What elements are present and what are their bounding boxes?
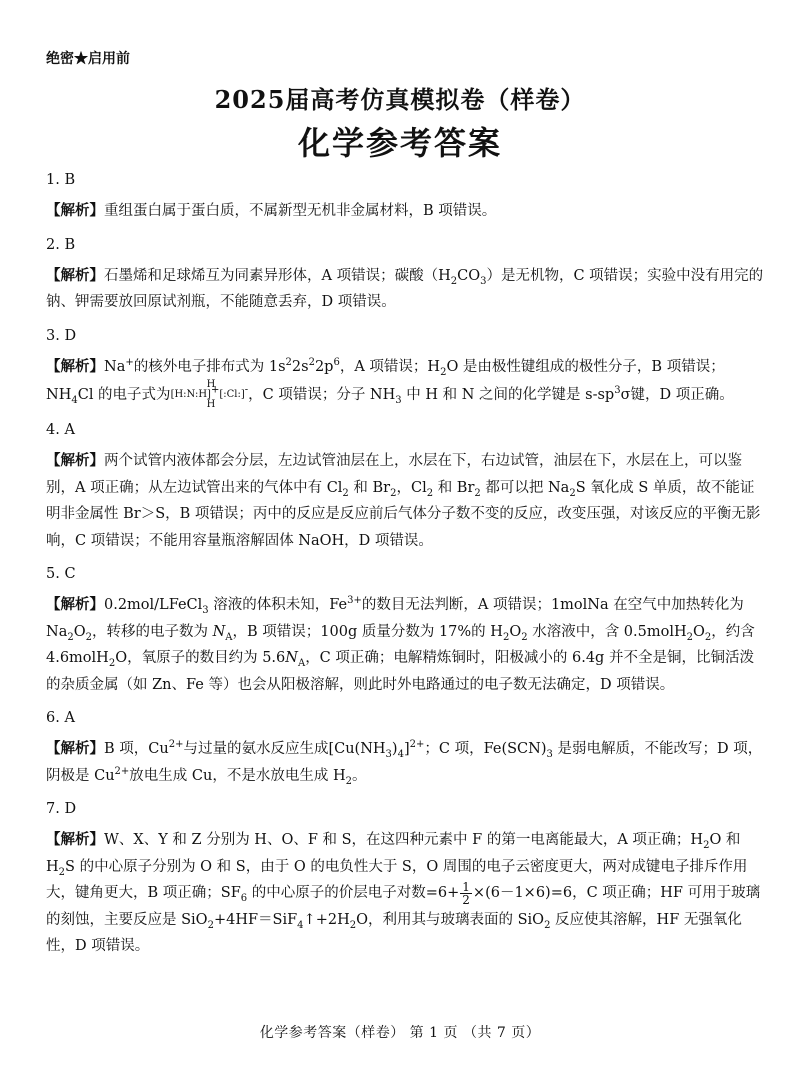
exam-title: 2025届高考仿真模拟卷（样卷）	[214, 85, 586, 114]
explanation: 【解析】W、X、Y 和 Z 分别为 H、O、F 和 S，在这四种元素中 F 的第一电离能最大，A 项正确；$H_2O$ 和 $H_2S$ 的中心原子分别为 O 和 S，由于 O 的电负性大于 S，O 周围的电子云密度更大，两对成键电子排斥作用大，键角更大，B 项正确；$SF_6$ 的中心原子的价层电子对数=6+ $\frac{1}{2}$ ×(6－1×6)=6，C 项正确；HF 可用于玻璃的刻蚀，主要反应是 $SiO_2+4HF=SiF_4↑+2H_2O$，利用其与玻璃表面的 SiO$_2$ 反应使其溶解，HF 无强氧化性，D 项错误。	[46, 831, 761, 954]
explanation: 【解析】石墨烯和足球烯互为同素异形体，A 项错误；碳酸$(H_2CO_3)$是无机物，C 项错误；实验中没有用完的钠、钾需要放回原试剂瓶，不能随意丢弃，D 项错误。	[46, 266, 764, 310]
page-footer: 化学参考答案（样卷） 第 1 页 （共 7 页）	[259, 1025, 541, 1041]
question-number: 1. B	[46, 172, 76, 188]
question-number: 5. C	[46, 566, 76, 582]
question-number: 2. B	[46, 236, 76, 253]
explanation: 【解析】Na+的核外电子排布式为 $1s^22s^22p^6$，A 项错误；$H_2O$ 是由极性键组成的极性分子，B 项错误；$NH_4Cl$ 的电子式为 H [H:N:H]+[:Cl:]- H，C 项错误；分子 $NH_3$ 中 H 和 N 之间的化学键是 $s-sp^3\sigma$键，D 项正确。	[46, 356, 734, 410]
explanation: 【解析】两个试管内液体都会分层，左边试管油层在上，水层在下，右边试管，油层在下，水层在上，可以鉴别，A 项正确；从左边试管出来的气体中有 $Cl_2$ 和 $Br_2$，$Cl_2$ 和 $Br_2$ 都可以把 $Na_2S$ 氧化成 S 单质，故不能证明非金属性 Br＞S，B 项错误；丙中的反应是反应前后气体分子数不变的反应，改变压强，对该反应的平衡无影响，C 项错误；不能用容量瓶溶解固体 NaOH，D 项错误。	[46, 452, 761, 549]
explanation: 【解析】0.2mol/LFeCl$_3$ 溶液的体积未知，$Fe^{3+}$的数目无法判断，A 项错误；1molNa 在空气中加热转化为 $Na_2O_2$，转移的电子数为 $N_A$，B 项错误；100g 质量分数为 17%的 $H_2O_2$ 水溶液中，含 $0.5molH_2O_2$，约含 4.6molH$_2$O，氧原子的数目约为 $5.6N_A$，C 项正确；电解精炼铜时，阳极减小的 6.4g 并不全是铜，比铜活泼的杂质金属（如 Zn、Fe 等）也会从阳极溶解，则此时外电路通过的电子数无法确定，D 项错误。	[46, 595, 755, 693]
question-number: 6. A	[46, 710, 75, 726]
fraction: $\frac{1}{2}$	[462, 879, 470, 907]
answer-content	[46, 166, 766, 966]
answer-title: 化学参考答案	[297, 124, 502, 162]
electron-formula-image: H [H:N:H]+[:Cl:]- H	[170, 379, 249, 410]
secret-label: 绝密★启用前	[46, 51, 130, 67]
question-number: 7. D	[46, 801, 77, 817]
question-number: 4. A	[46, 422, 75, 438]
explanation: 【解析】B 项，$Cu^{2+}$与过量的氨水反应生成$[Cu(NH_3)_4]^{2+}$；C 项，$Fe(SCN)_3$ 是弱电解质，不能改写；D 项，阴极是 $Cu^{2+}$放电生成 Cu，不是水放电生成 $H_2$。	[46, 739, 763, 787]
explanation: 【解析】重组蛋白属于蛋白质，不属新型无机非金属材料，B 项错误。	[46, 202, 497, 219]
question-number: 3. D	[46, 327, 77, 344]
